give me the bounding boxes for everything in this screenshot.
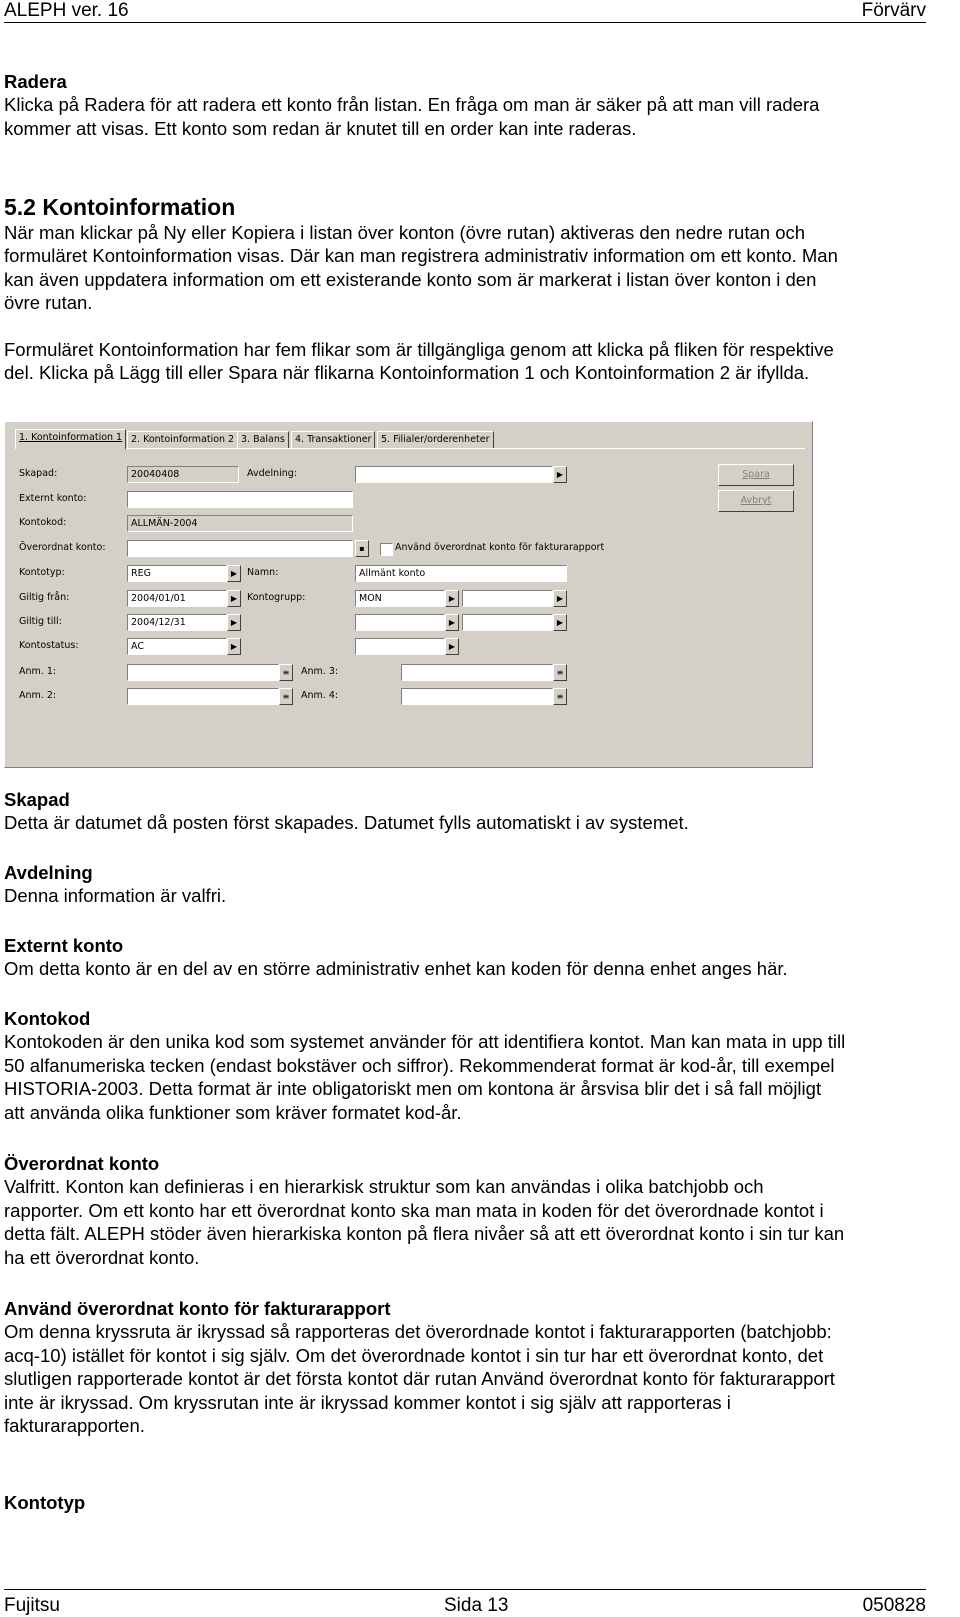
text-line: ha ett överordnat konto. [4,1246,200,1268]
section-title: Använd överordnat konto för fakturarapport [4,1298,391,1319]
label-giltig-fran: Giltig från: [19,592,70,603]
page-footer [4,1589,926,1616]
section-kontoinformation [4,193,930,384]
page-header [4,0,926,23]
tab-kontoinformation-2[interactable]: 2. Kontoinformation 2 [127,431,238,448]
list-picker-icon[interactable]: ≡ [553,688,567,705]
anvand-overordnat-checkbox[interactable] [380,543,393,556]
text-line: Detta är datumet då posten först skapades. Datumet fylls automatiskt i av systemet. [4,812,689,834]
giltig-fran-input[interactable]: 2004/01/01 [127,590,227,607]
footer-company: Fujitsu [4,1595,60,1616]
triangle-right-icon[interactable]: ▶ [227,614,241,631]
text-line: kan även uppdatera information om ett existerande konto som är markerat i listan över konton i den [4,268,817,290]
page-number: Sida 13 [444,1595,509,1616]
label-anm2: Anm. 2: [19,690,57,701]
triangle-right-icon[interactable]: ▶ [227,590,241,607]
overordnat-konto-input[interactable] [127,540,353,557]
tab-divider [15,448,805,449]
section-title: Skapad [4,789,70,810]
avbryt-button[interactable]: Avbryt [718,490,794,512]
section-title: Radera [4,71,67,92]
triangle-right-icon[interactable]: ▶ [553,590,567,607]
tab-kontoinformation-1[interactable]: 1. Kontoinformation 1 [15,429,126,449]
list-picker-icon[interactable]: ≡ [279,664,293,681]
text-line: Kontokoden är den unika kod som systemet använder för att identifiera kontot. Man kan mata in upp till [4,1031,846,1053]
text-line: inte är ikryssad. Om kryssrutan inte är ikryssad kommer kontot i sig själv att rapporteras i [4,1391,731,1413]
triangle-right-icon[interactable]: ▶ [227,565,241,582]
text-line: 50 alfanumeriska tecken (endast bokstäver och siffror). Rekommenderat format är kod-år, till exempel [4,1054,835,1076]
externt-konto-input[interactable] [127,491,353,508]
footer-date: 050828 [862,1595,926,1616]
text-line: HISTORIA-2003. Detta format är inte obligatoriskt men om kontona är årsvisa blir det i så fall möjligt [4,1078,822,1100]
section-title: Kontokod [4,1008,91,1029]
kontostatus-input[interactable]: AC [127,638,227,655]
label-kontokod: Kontokod: [19,517,67,528]
label-anm4: Anm. 4: [301,690,339,701]
list-picker-icon[interactable]: ▪ [355,540,369,557]
text-line: Klicka på Radera för att radera ett konto från listan. En fråga om man är säker på att man vill radera [4,94,820,116]
label-kontogrupp: Kontogrupp: [247,592,306,603]
text-line: övre rutan. [4,292,93,314]
text-line: Formuläret Kontoinformation har fem flikar som är tillgängliga genom att klicka på fliken för respektive [4,338,834,360]
section-skapad [4,788,930,835]
label-anm3: Anm. 3: [301,666,339,677]
text-line: rapporter. Om ett konto har ett överordnat konto ska man mata in koden för det överordnade kontot i [4,1199,824,1221]
anm2-input[interactable] [127,688,279,705]
spara-button[interactable]: Spara [718,464,794,486]
skapad-field: 20040408 [127,466,239,483]
section-title: Kontotyp [4,1492,86,1513]
tab-filialer[interactable]: 5. Filialer/orderenheter [377,431,494,448]
text-line: att använda olika funktioner som kräver formatet kod-år. [4,1101,462,1123]
kontogrupp-3-input[interactable] [355,614,445,631]
section-overordnat-konto [4,1152,930,1269]
page-heading: 5.2 Kontoinformation [4,194,236,220]
text-line: Valfritt. Konton kan definieras i en hierarkisk struktur som kan användas i olika batchjobb och [4,1176,764,1198]
triangle-right-icon[interactable]: ▶ [227,638,241,655]
label-overordnat-konto: Överordnat konto: [19,542,106,553]
namn-input[interactable]: Allmänt konto [355,565,567,582]
label-anvand-overordnat: Använd överordnat konto för fakturarapport [395,542,605,553]
anm1-input[interactable] [127,664,279,681]
kontokod-field: ALLMÄN-2004 [127,515,353,532]
header-title: ALEPH ver. 16 [4,0,129,21]
anm3-input[interactable] [401,664,553,681]
triangle-right-icon[interactable]: ▶ [445,638,459,655]
text-line: formuläret Kontoinformation visas. Där kan man registrera administrativ information om ett konto. Man [4,245,838,267]
header-section: Förvärv [861,0,926,21]
text-line: Om detta konto är en del av en större administrativ enhet kan koden för denna enhet anges här. [4,958,788,980]
triangle-right-icon[interactable]: ▶ [445,614,459,631]
triangle-right-icon[interactable]: ▶ [553,614,567,631]
text-line: Om denna kryssruta är ikryssad så rapporteras det överordnade kontot i fakturarapporten (batchjobb: [4,1321,832,1343]
giltig-till-input[interactable]: 2004/12/31 [127,614,227,631]
triangle-right-icon[interactable]: ▶ [553,466,567,483]
section-avdelning [4,861,930,908]
section-kontokod [4,1007,930,1124]
section-title: Externt konto [4,935,124,956]
section-radera [4,70,930,140]
section-anvand-overordnat [4,1297,930,1437]
kontogrupp-4-input[interactable] [462,614,553,631]
tab-balans[interactable]: 3. Balans [237,431,289,448]
triangle-right-icon[interactable]: ▶ [445,590,459,607]
label-giltig-till: Giltig till: [19,616,62,627]
text-line: När man klickar på Ny eller Kopiera i listan över konton (övre rutan) aktiveras den nedre rutan och [4,222,806,243]
label-kontotyp: Kontotyp: [19,567,65,578]
list-picker-icon[interactable]: ≡ [279,688,293,705]
section-kontotyp [4,1491,930,1514]
tab-transaktioner[interactable]: 4. Transaktioner [291,431,375,448]
text-line: Denna information är valfri. [4,885,227,907]
text-line: fakturarapporten. [4,1415,145,1437]
text-line: del. Klicka på Lägg till eller Spara när flikarna Kontoinformation 1 och Kontoinformation 2 är ifyllda. [4,362,810,384]
label-kontostatus: Kontostatus: [19,640,79,651]
label-externt-konto: Externt konto: [19,493,87,504]
label-anm1: Anm. 1: [19,666,57,677]
section-title: Avdelning [4,862,93,883]
avdelning-input[interactable] [355,466,553,483]
anm4-input[interactable] [401,688,553,705]
text-line: kommer att visas. Ett konto som redan är knutet till en order kan inte raderas. [4,117,637,139]
text-line: detta fält. ALEPH stöder även hierarkiska konton på flera nivåer så att ett överordnat konto i sin tur kan [4,1223,845,1245]
kontogrupp-input[interactable]: MON [355,590,445,607]
kontogrupp-2-input[interactable] [462,590,553,607]
section-title: Överordnat konto [4,1153,160,1174]
kontotyp-input[interactable]: REG [127,565,227,582]
label-namn: Namn: [247,567,279,578]
label-avdelning: Avdelning: [247,468,297,479]
kontoinformation-form-screenshot [4,421,813,768]
list-picker-icon[interactable]: ≡ [553,664,567,681]
text-line: slutligen rapporterade kontot är det första kontot där rutan Använd överordnat konto för fakturarapport [4,1368,835,1390]
kontogrupp-5-input[interactable] [355,638,445,655]
label-skapad: Skapad: [19,468,58,479]
text-line: acq-10) istället för kontot i sig själv. Om det överordnade kontot i sin tur har ett överordnat konto, det [4,1344,824,1366]
section-externt-konto [4,934,930,981]
